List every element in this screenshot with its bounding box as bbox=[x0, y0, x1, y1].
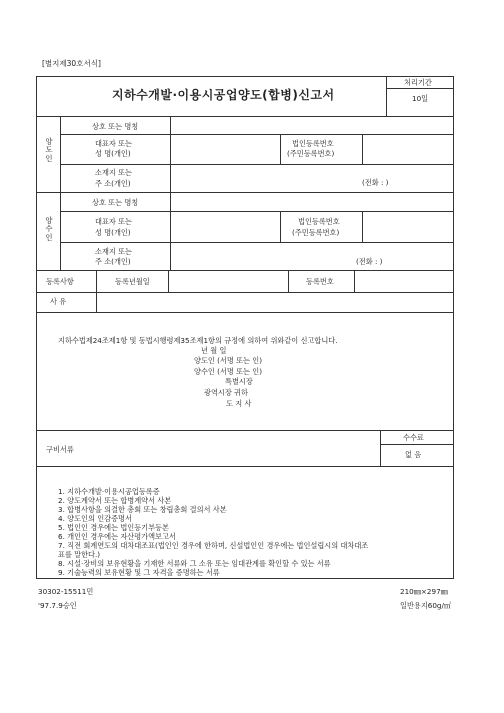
document-item: 5. 법인인 경우에는 법인등기부등본 bbox=[58, 523, 169, 532]
footer-code: 30302-15511민 bbox=[38, 587, 94, 596]
fee-label: 수수료 bbox=[403, 433, 424, 442]
transferor-addr-label-2: 주 소(개인) bbox=[95, 179, 131, 188]
document-item: 9. 기술능력의 보유현황 및 그 자격을 증명하는 서류 bbox=[58, 568, 220, 577]
form-title: 지하수개발·이용시공업양도(합병)신고서 bbox=[112, 88, 335, 102]
transferee-reg-label-1: 법인등록번호 bbox=[298, 217, 340, 226]
transferor-addr-label-1: 소재지 또는 bbox=[95, 168, 133, 177]
document-item: 표를 말한다.) bbox=[58, 550, 101, 559]
fee-value: 없 음 bbox=[405, 450, 422, 459]
transferor-reg-label-2: (주민등록번호) bbox=[287, 149, 335, 158]
processing-period-label: 처리기간 bbox=[404, 78, 432, 87]
transferor-name-label: 상호 또는 명칭 bbox=[92, 122, 139, 131]
declaration-date-line: 년 월 일 bbox=[201, 346, 227, 355]
document-item: 6. 개인인 경우에는 자산평가액보고서 bbox=[58, 532, 176, 541]
transferee-name-label: 상호 또는 명칭 bbox=[92, 198, 139, 207]
registration-date-label: 등록년월일 bbox=[115, 277, 150, 286]
transferee-side-label: 양 수 인 bbox=[45, 216, 53, 242]
transferee-addr-label-1: 소재지 또는 bbox=[95, 247, 133, 256]
footer-approval: '97.7.9승인 bbox=[38, 601, 77, 610]
form-number: [별지제30호서식] bbox=[42, 59, 101, 68]
transferor-rep-label-1: 대표자 또는 bbox=[95, 139, 133, 148]
transferor-reg-label-1: 법인등록번호 bbox=[292, 139, 334, 148]
transferee-rep-label-1: 대표자 또는 bbox=[95, 217, 133, 226]
authority-line-2: 광역시장 귀하 bbox=[204, 388, 248, 397]
document-item: 7. 직전 회계연도의 대차대조표(법인인 경우에 한하며, 신설법인인 경우에는 법인설립시의 대차대조 bbox=[58, 541, 369, 550]
documents-label: 구비서류 bbox=[46, 445, 74, 454]
transferee-phone-label: (전화 : ) bbox=[356, 257, 383, 266]
registration-item-label: 등록사항 bbox=[46, 277, 74, 286]
document-item: 1. 지하수개발·이용시공업등록증 bbox=[58, 487, 160, 496]
transferor-signature-line: 양도인 (서명 또는 인) bbox=[194, 356, 263, 365]
transferee-addr-label-2: 주 소(개인) bbox=[95, 257, 131, 266]
registration-number-label: 등록번호 bbox=[306, 277, 334, 286]
document-item: 4. 양도인의 인감증명서 bbox=[58, 514, 132, 523]
processing-period-value: 10일 bbox=[412, 94, 429, 103]
transferor-rep-label-2: 성 명(개인) bbox=[95, 149, 131, 158]
document-item: 3. 합병사항을 의결한 총회 또는 창립총회 결의서 사본 bbox=[58, 505, 227, 514]
document-item: 2. 양도계약서 또는 합병계약서 사본 bbox=[58, 496, 172, 505]
transferor-side-label: 양 도 인 bbox=[45, 137, 53, 163]
authority-line-3: 도 지 사 bbox=[226, 399, 252, 408]
transferee-signature-line: 양수인 (서명 또는 인) bbox=[194, 367, 263, 376]
footer-paper-size: 210㎜×297㎜ bbox=[400, 587, 448, 596]
transferee-reg-label-2: (주민등록번호) bbox=[292, 228, 340, 237]
document-item: 8. 시설·장비의 보유현황을 기재한 서류와 그 소유 또는 임대관계를 확인할 수 있는 서류 bbox=[58, 559, 331, 568]
transferee-rep-label-2: 성 명(개인) bbox=[95, 228, 131, 237]
reason-label: 사 유 bbox=[50, 297, 67, 306]
transferor-phone-label: (전화 : ) bbox=[362, 178, 389, 187]
footer-paper-weight: 일반용지60g/㎡ bbox=[400, 601, 452, 610]
authority-line-1: 특별시장 bbox=[225, 377, 253, 386]
declaration-statement: 지하수법제24조제1항 및 동법시행령제35조제1항의 규정에 의하여 위와같이 신고합니다. bbox=[58, 336, 338, 345]
